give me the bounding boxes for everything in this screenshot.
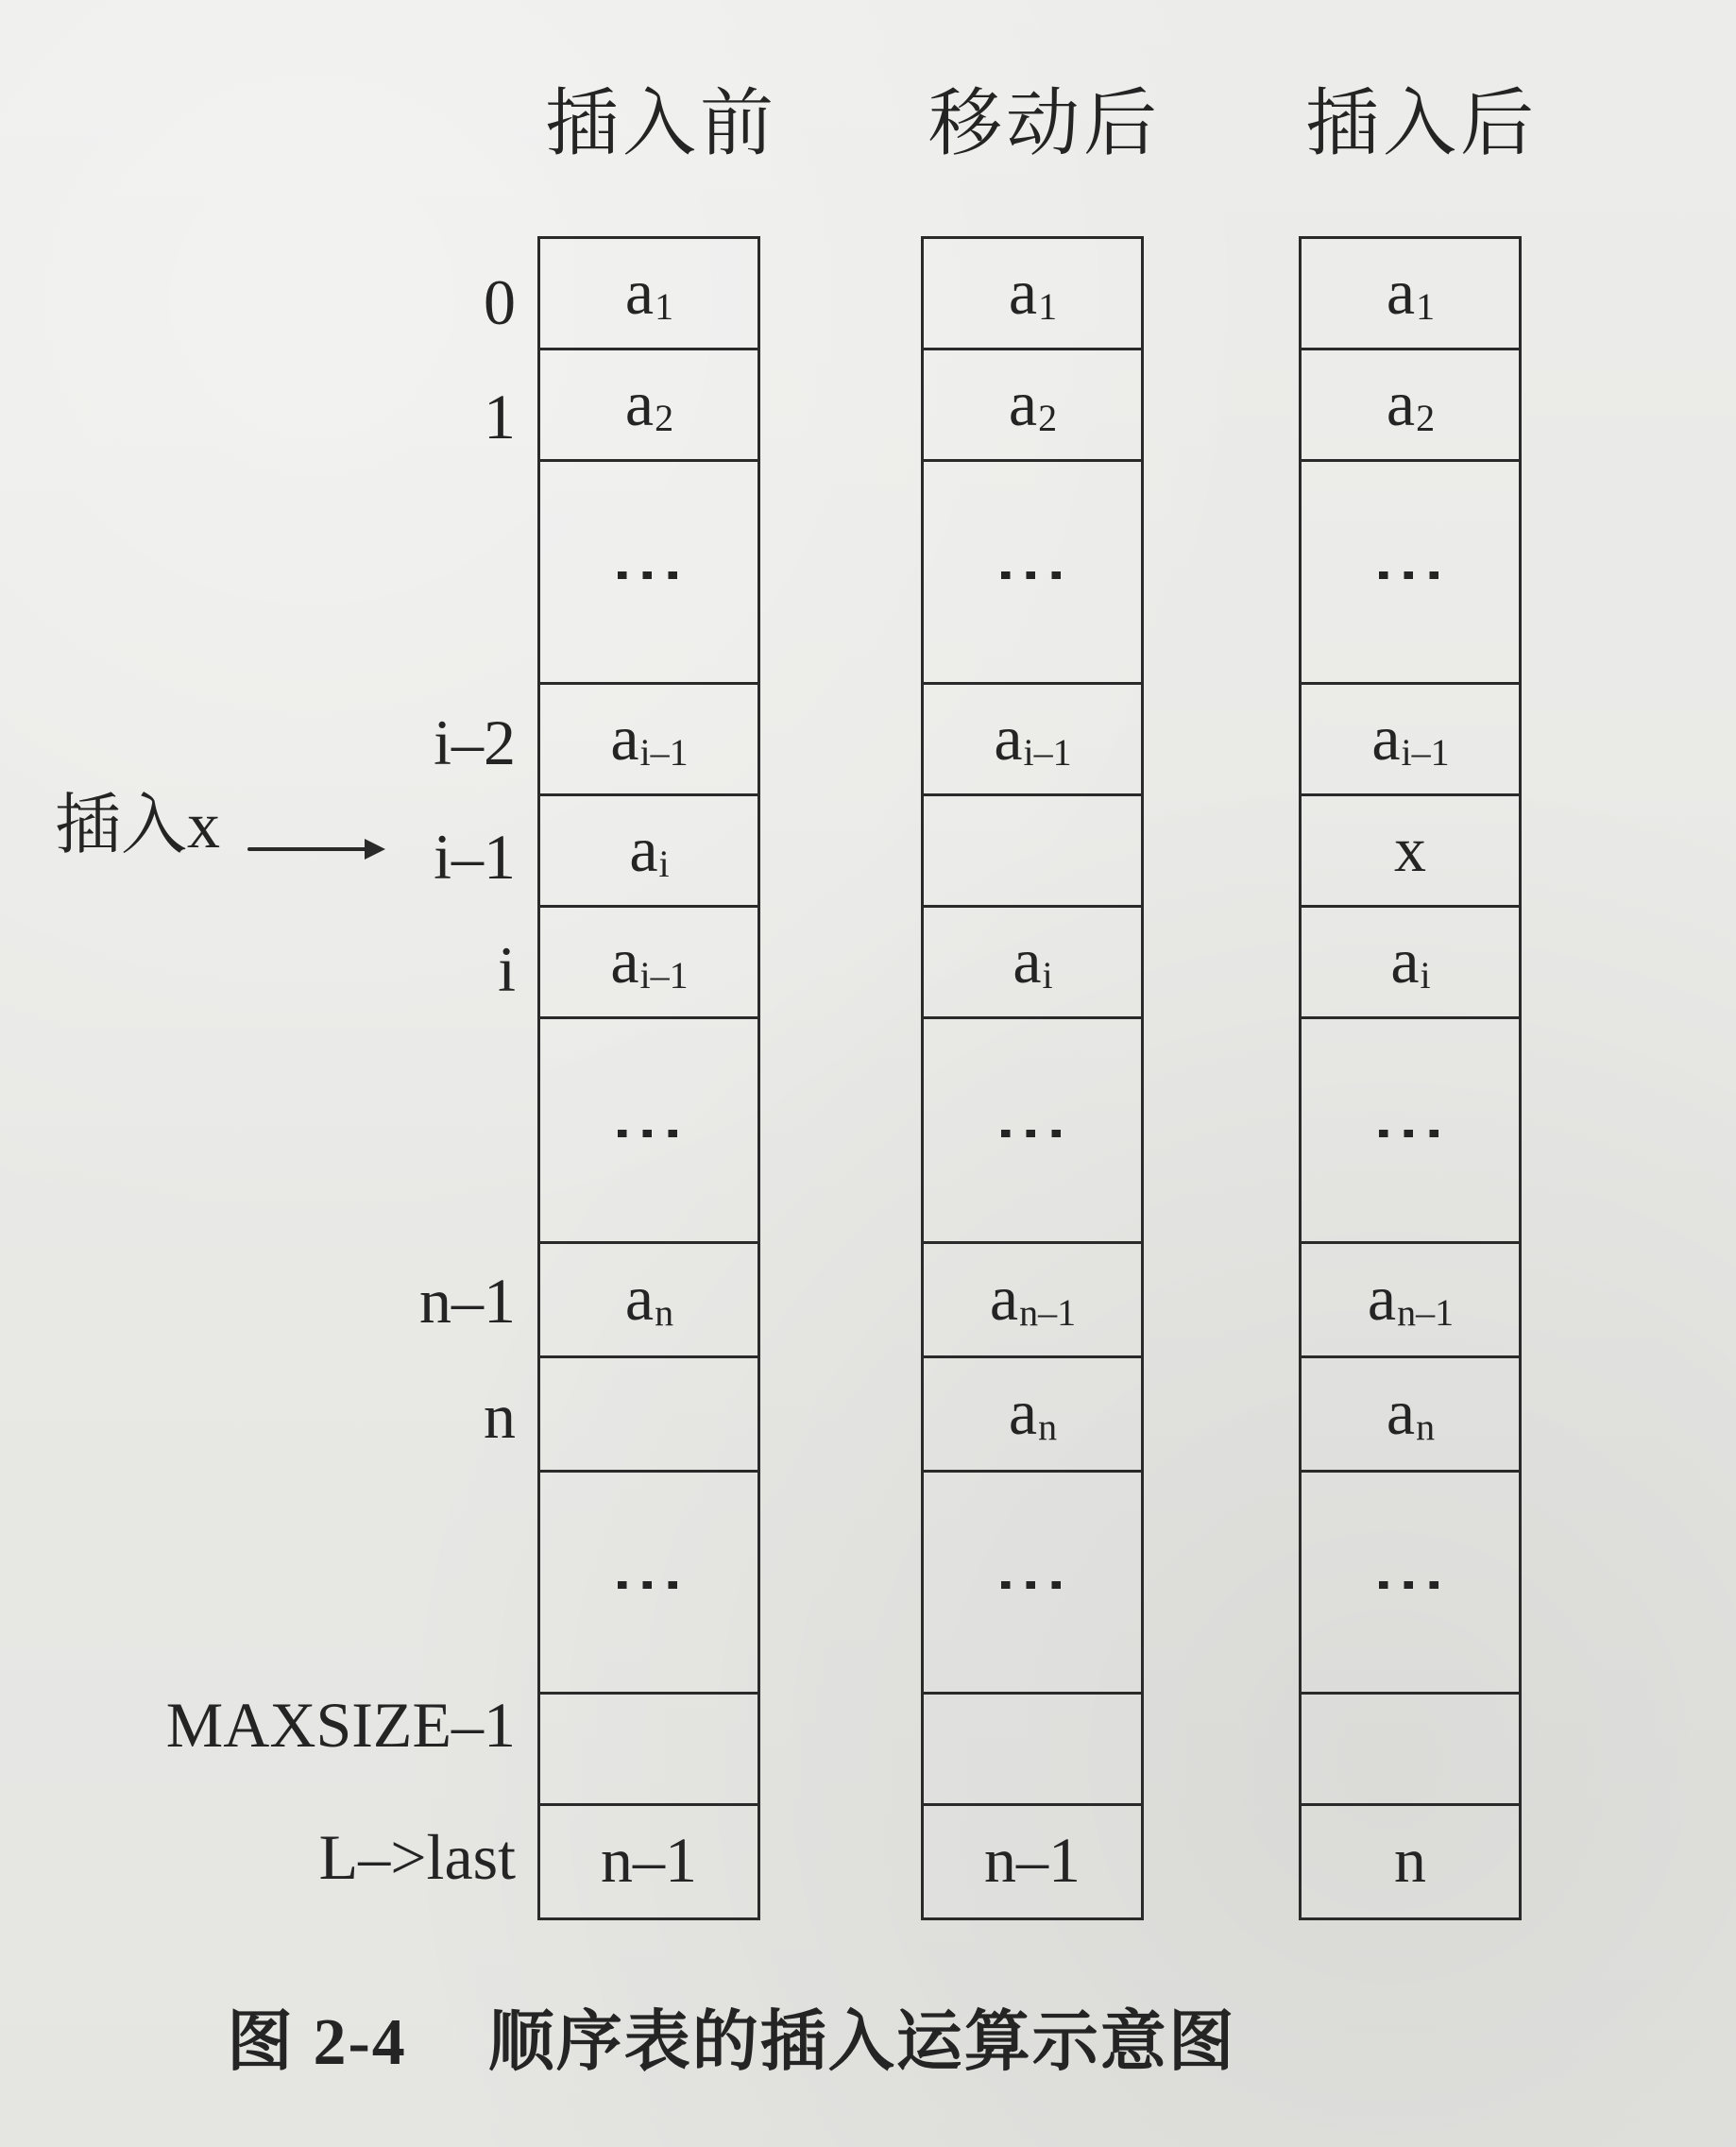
after-move-ellipsis-1-text: ⋮ (992, 537, 1074, 612)
before-row-l-last (540, 1806, 757, 1917)
after-insert-row-i-minus-2-sub: i–1 (1401, 730, 1450, 774)
header-before: 插入前 (544, 82, 778, 164)
before-row-1 (540, 350, 757, 462)
after-insert-row-i-minus-1 (1302, 796, 1519, 908)
after-insert-row-l-last (1302, 1806, 1519, 1917)
after-move-row-i-minus-2 (924, 685, 1141, 796)
after-move-row-1-sub: 2 (1038, 396, 1058, 439)
insert-arrow (247, 835, 389, 863)
before-row-0-main: a (624, 255, 655, 328)
before-row-n (540, 1358, 757, 1473)
index-n: n (484, 1380, 516, 1452)
before-row-i-minus-2 (540, 685, 757, 796)
index-l-last: L–>last (318, 1821, 516, 1893)
before-ellipsis-2-text: ⋮ (608, 1096, 690, 1170)
index-n-minus-1: n–1 (419, 1265, 516, 1337)
after-insert-ellipsis-2-text: ⋮ (1370, 1096, 1452, 1170)
after-insert-row-n-minus-1 (1302, 1244, 1519, 1358)
after-move-row-n-sub: n (1038, 1406, 1058, 1448)
before-ellipsis-1 (540, 462, 757, 685)
before-row-n-minus-1 (540, 1244, 757, 1358)
after-insert-row-i (1302, 908, 1519, 1019)
after-insert-row-i-minus-1-main: x (1394, 812, 1426, 885)
before-row-n-minus-1-sub: n (655, 1291, 674, 1334)
figure-caption (227, 2006, 1236, 2079)
after-insert-row-n-minus-1-main: a (1367, 1262, 1397, 1334)
after-move-row-i (924, 908, 1141, 1019)
insert-x-label: 插入x (55, 790, 220, 862)
before-row-i-main: a (610, 924, 639, 997)
after-move-ellipsis-3-text: ⋮ (992, 1548, 1074, 1622)
before-row-n-minus-1-main: a (624, 1262, 655, 1334)
after-move-row-0-main: a (1008, 255, 1038, 328)
after-move-row-l-last-main: n–1 (984, 1824, 1081, 1896)
after-insert-row-0-main: a (1386, 255, 1416, 328)
before-row-i-minus-2-sub: i–1 (639, 730, 689, 774)
before-ellipsis-3-text: ⋮ (608, 1548, 690, 1622)
index-i: i (498, 933, 516, 1005)
after-insert-row-i-sub: i (1420, 953, 1431, 997)
before-row-1-main: a (624, 366, 655, 439)
before-row-maxsize-minus-1 (540, 1695, 757, 1806)
after-move-row-1-main: a (1008, 366, 1038, 439)
index-1: 1 (484, 381, 516, 452)
before-row-i-sub: i–1 (639, 953, 689, 997)
after-move-row-i-minus-2-sub: i–1 (1023, 730, 1072, 774)
index-0: 0 (484, 266, 516, 338)
after-insert-row-i-minus-2-main: a (1371, 701, 1401, 774)
before-row-i-minus-2-main: a (610, 701, 639, 774)
before-ellipsis-1-text: ⋮ (608, 537, 690, 612)
after-insert-row-1-main: a (1386, 366, 1416, 439)
after-move-row-maxsize-minus-1 (924, 1695, 1141, 1806)
after-insert-row-l-last-main: n (1394, 1824, 1426, 1896)
index-i-minus-1: i–1 (434, 821, 516, 893)
after-insert-ellipsis-2 (1302, 1019, 1519, 1244)
index-maxsize-minus-1: MAXSIZE–1 (165, 1689, 516, 1761)
after-move-row-n (924, 1358, 1141, 1473)
figure-title: 顺序表的插入运算示意图 (487, 2006, 1236, 2079)
index-i-minus-2: i–2 (434, 707, 516, 778)
before-ellipsis-2 (540, 1019, 757, 1244)
before-row-0-sub: 1 (655, 284, 674, 328)
after-insert-row-1 (1302, 350, 1519, 462)
after-insert-row-i-minus-2 (1302, 685, 1519, 796)
after-move-row-n-minus-1-main: a (989, 1262, 1019, 1334)
after-move-row-n-minus-1-sub: n–1 (1019, 1291, 1077, 1334)
after-insert-ellipsis-1-text: ⋮ (1370, 537, 1452, 612)
after-insert-ellipsis-3 (1302, 1473, 1519, 1695)
column-after-move (921, 236, 1144, 1920)
after-move-row-i-sub: i (1042, 953, 1053, 997)
after-insert-row-1-sub: 2 (1416, 396, 1436, 439)
before-row-l-last-main: n–1 (601, 1824, 697, 1896)
after-insert-row-i-main: a (1390, 924, 1420, 997)
before-row-0 (540, 239, 757, 350)
after-move-ellipsis-2 (924, 1019, 1141, 1244)
before-row-i-minus-1-main: a (629, 812, 658, 885)
after-move-row-0-sub: 1 (1038, 284, 1058, 328)
after-move-row-n-minus-1 (924, 1244, 1141, 1358)
before-ellipsis-3 (540, 1473, 757, 1695)
after-move-ellipsis-2-text: ⋮ (992, 1096, 1074, 1170)
after-move-ellipsis-1 (924, 462, 1141, 685)
after-move-row-i-minus-2-main: a (994, 701, 1023, 774)
before-row-i-minus-1-sub: i (658, 842, 670, 885)
header-after-move: 移动后 (928, 82, 1162, 164)
before-row-i-minus-1 (540, 796, 757, 908)
before-row-1-sub: 2 (655, 396, 674, 439)
after-move-row-0 (924, 239, 1141, 350)
header-after-insert: 插入后 (1304, 82, 1539, 164)
after-insert-ellipsis-1 (1302, 462, 1519, 685)
figure-number: 图 2-4 (227, 2006, 407, 2079)
after-move-row-i-minus-1 (924, 796, 1141, 908)
after-insert-row-0 (1302, 239, 1519, 350)
after-insert-row-n-minus-1-sub: n–1 (1397, 1291, 1455, 1334)
after-move-row-n-main: a (1008, 1376, 1038, 1448)
after-insert-row-maxsize-minus-1 (1302, 1695, 1519, 1806)
after-move-row-l-last (924, 1806, 1141, 1917)
before-row-i (540, 908, 757, 1019)
after-insert-row-n (1302, 1358, 1519, 1473)
after-insert-row-n-main: a (1386, 1376, 1416, 1448)
after-insert-row-n-sub: n (1416, 1406, 1436, 1448)
after-move-ellipsis-3 (924, 1473, 1141, 1695)
after-insert-ellipsis-3-text: ⋮ (1370, 1548, 1452, 1622)
column-after-insert (1299, 236, 1522, 1920)
after-move-row-1 (924, 350, 1141, 462)
column-before (537, 236, 760, 1920)
after-move-row-i-main: a (1013, 924, 1042, 997)
after-insert-row-0-sub: 1 (1416, 284, 1436, 328)
